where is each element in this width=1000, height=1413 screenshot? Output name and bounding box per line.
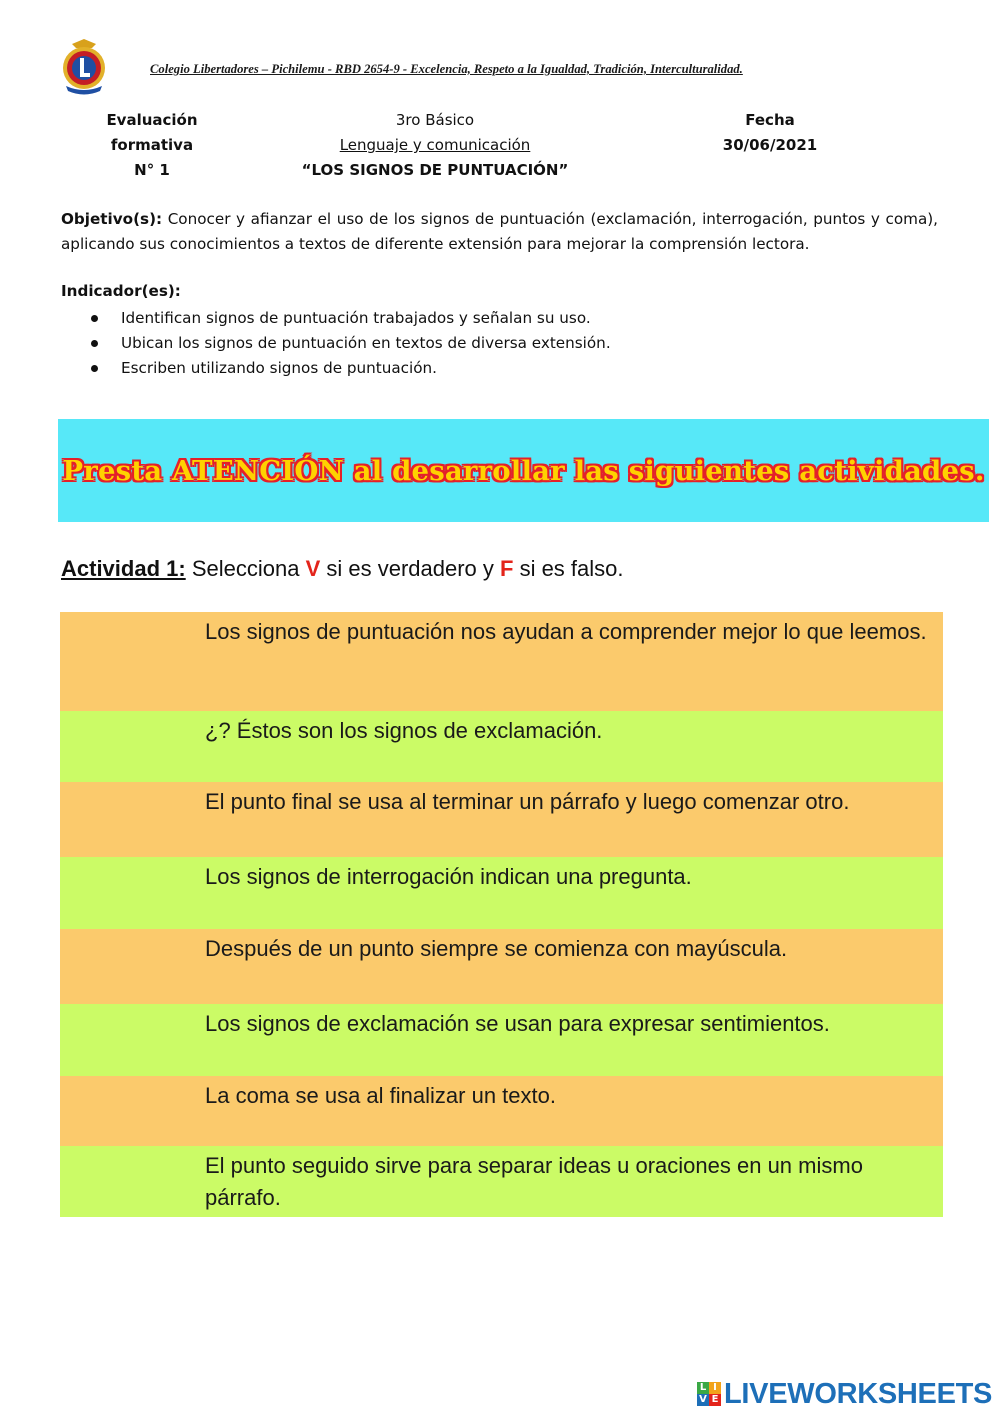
- mark-letter: L: [697, 1382, 709, 1394]
- grade-label: 3ro Básico: [395, 111, 475, 129]
- bullet-icon: [91, 365, 98, 372]
- true-letter: V: [305, 556, 321, 581]
- mark-letter: E: [709, 1394, 721, 1406]
- answer-input-1[interactable]: [60, 612, 204, 713]
- indicator-item: [61, 306, 611, 331]
- liveworksheets-logo: [697, 1379, 992, 1409]
- table-row: [60, 1076, 943, 1146]
- table-row: [60, 1146, 943, 1217]
- statement-text: El punto final se usa al terminar un párrafo y luego comenzar otro.: [205, 789, 850, 814]
- activity-1-title: [61, 556, 624, 582]
- indicator-item: [61, 356, 611, 381]
- instruction-post: si es falso.: [513, 556, 624, 581]
- evaluation-line-1: Evaluación: [106, 111, 198, 129]
- instruction-mid: si es verdadero y: [320, 556, 500, 581]
- indicators-list: [61, 306, 611, 381]
- liveworksheets-mark-icon: [697, 1382, 721, 1406]
- indicator-text: Escriben utilizando signos de puntuación.: [121, 359, 438, 377]
- answer-input-4[interactable]: [60, 857, 204, 931]
- course-info: [280, 108, 590, 183]
- indicator-text: Ubican los signos de puntuación en textos de diversa extensión.: [121, 334, 611, 352]
- subject-label: Lenguaje y comunicación: [339, 136, 531, 154]
- instruction-pre: Selecciona: [185, 556, 306, 581]
- answer-input-7[interactable]: [60, 1076, 204, 1148]
- evaluation-type: [92, 108, 212, 183]
- mark-letter: I: [709, 1382, 721, 1394]
- school-crest-logo: [58, 38, 110, 96]
- indicator-text: Identifican signos de puntuación trabajados y señalan su uso.: [121, 309, 591, 327]
- answer-input-6[interactable]: [60, 1004, 204, 1078]
- bullet-icon: [91, 340, 98, 347]
- attention-banner: [58, 419, 989, 522]
- table-row: [60, 929, 943, 1004]
- answer-input-3[interactable]: [60, 782, 204, 859]
- date-label: Fecha: [745, 111, 795, 129]
- false-letter: F: [500, 556, 514, 581]
- table-row: [60, 1004, 943, 1076]
- evaluation-line-3: N° 1: [134, 161, 170, 179]
- statement-text: Los signos de exclamación se usan para expresar sentimientos.: [205, 1011, 830, 1036]
- table-row: [60, 612, 943, 711]
- objective-text: Conocer y afianzar el uso de los signos de puntuación (exclamación, interrogación, puntos y coma), aplicando sus conocimientos a textos de diferente extensión para mejorar la comprensión lectora.: [61, 210, 939, 253]
- statement-text: ¿? Éstos son los signos de exclamación.: [205, 718, 603, 743]
- answer-input-2[interactable]: [60, 711, 204, 784]
- statement-text: Los signos de interrogación indican una pregunta.: [205, 864, 692, 889]
- statement-text: La coma se usa al finalizar un texto.: [205, 1083, 556, 1108]
- date-block: [700, 108, 840, 158]
- objective-label: Objetivo(s):: [61, 210, 163, 228]
- table-row: [60, 857, 943, 929]
- table-row: [60, 782, 943, 857]
- answer-input-8[interactable]: [60, 1146, 204, 1219]
- true-false-table: [60, 612, 943, 1217]
- objective-paragraph: [61, 207, 938, 257]
- indicators-label: Indicador(es):: [61, 282, 181, 300]
- school-header-line: Colegio Libertadores – Pichilemu - RBD 2654-9 - Excelencia, Respeto a la Igualdad, Tradición, Interculturalidad.: [150, 62, 743, 76]
- indicator-item: [61, 331, 611, 356]
- statement-text: Después de un punto siempre se comienza con mayúscula.: [205, 936, 788, 961]
- date-value: 30/06/2021: [722, 136, 818, 154]
- statement-text: El punto seguido sirve para separar ideas u oraciones en un mismo párrafo.: [205, 1153, 863, 1210]
- liveworksheets-brand: LIVEWORKSHEETS: [724, 1377, 993, 1410]
- answer-input-5[interactable]: [60, 929, 204, 1006]
- attention-banner-text: Presta ATENCIÓN al desarrollar las siguientes actividades.: [62, 454, 985, 487]
- statement-text: Los signos de puntuación nos ayudan a comprender mejor lo que leemos.: [205, 619, 927, 644]
- evaluation-line-2: formativa: [110, 136, 194, 154]
- topic-title: “LOS SIGNOS DE PUNTUACIÓN”: [301, 161, 569, 179]
- activity-1-label: Actividad 1:: [61, 556, 186, 581]
- mark-letter: V: [697, 1394, 709, 1406]
- bullet-icon: [91, 315, 98, 322]
- table-row: [60, 711, 943, 782]
